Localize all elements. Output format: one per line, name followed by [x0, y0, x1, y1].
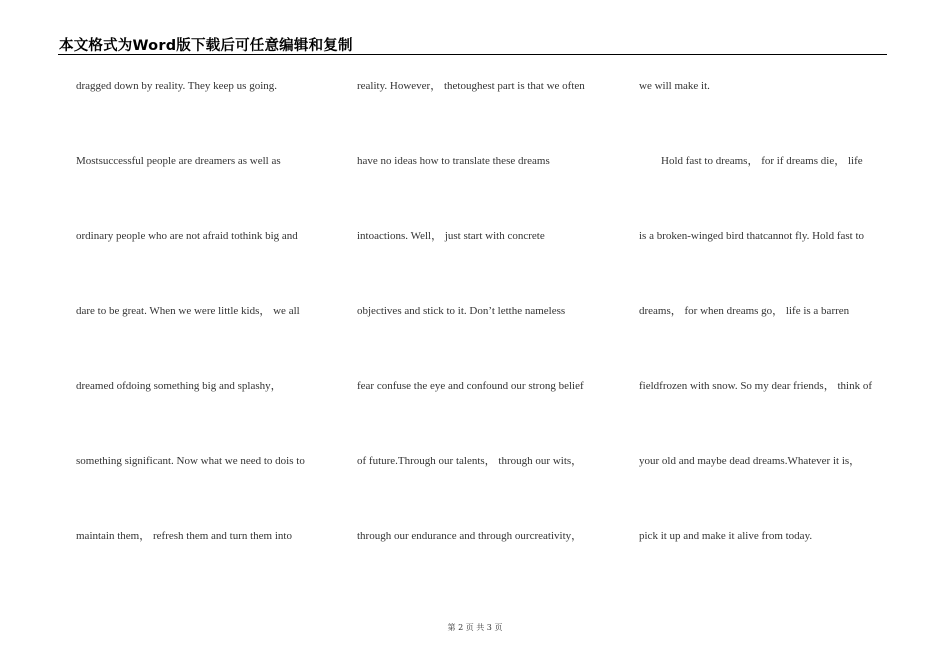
text-line: Mostsuccessful people are dreamers as well as [76, 155, 281, 167]
text-line: Hold fast to dreams， for if dreams die， life [639, 155, 863, 167]
text-column-2 [357, 77, 585, 602]
text-line: pick it up and make it alive from today. [639, 530, 813, 542]
document-header-title: 本文格式为Word版下载后可任意编辑和复制 [59, 38, 353, 54]
text-line: reality. However， thetoughest part is that we often [357, 80, 585, 92]
text-line: is a broken-winged bird thatcannot fly. Hold fast to [639, 230, 865, 242]
text-line: dreams， for when dreams go， life is a barren [639, 305, 850, 317]
text-line: dragged down by reality. They keep us going. [76, 80, 278, 92]
text-line: objectives and stick to it. Don’t letthe nameless [357, 305, 566, 317]
text-column-1 [76, 77, 305, 602]
text-line: your old and maybe dead dreams.Whatever it is， [639, 455, 861, 467]
text-line: fear confuse the eye and confound our strong belief [357, 380, 584, 392]
text-line: fieldfrozen with snow. So my dear friends， think of [639, 380, 872, 392]
text-line: through our endurance and through ourcreativity， [357, 530, 583, 542]
text-line: of future.Through our talents， through our wits， [357, 455, 583, 467]
text-line: dare to be great. When we were little kids， we all [76, 305, 300, 317]
text-line: dreamed ofdoing something big and splashy， [76, 380, 282, 392]
text-line: we will make it. [639, 80, 710, 92]
text-line: ordinary people who are not afraid tothink big and [76, 230, 298, 242]
header-divider [58, 54, 887, 55]
text-line: maintain them， refresh them and turn them into [76, 530, 292, 542]
text-column-3 [639, 77, 872, 602]
text-line: intoactions. Well， just start with concrete [357, 230, 545, 242]
text-line: something significant. Now what we need to dois to [76, 455, 305, 467]
text-line: have no ideas how to translate these dreams [357, 155, 550, 167]
page-number: 第 2 页 共 3 页 [447, 623, 503, 632]
